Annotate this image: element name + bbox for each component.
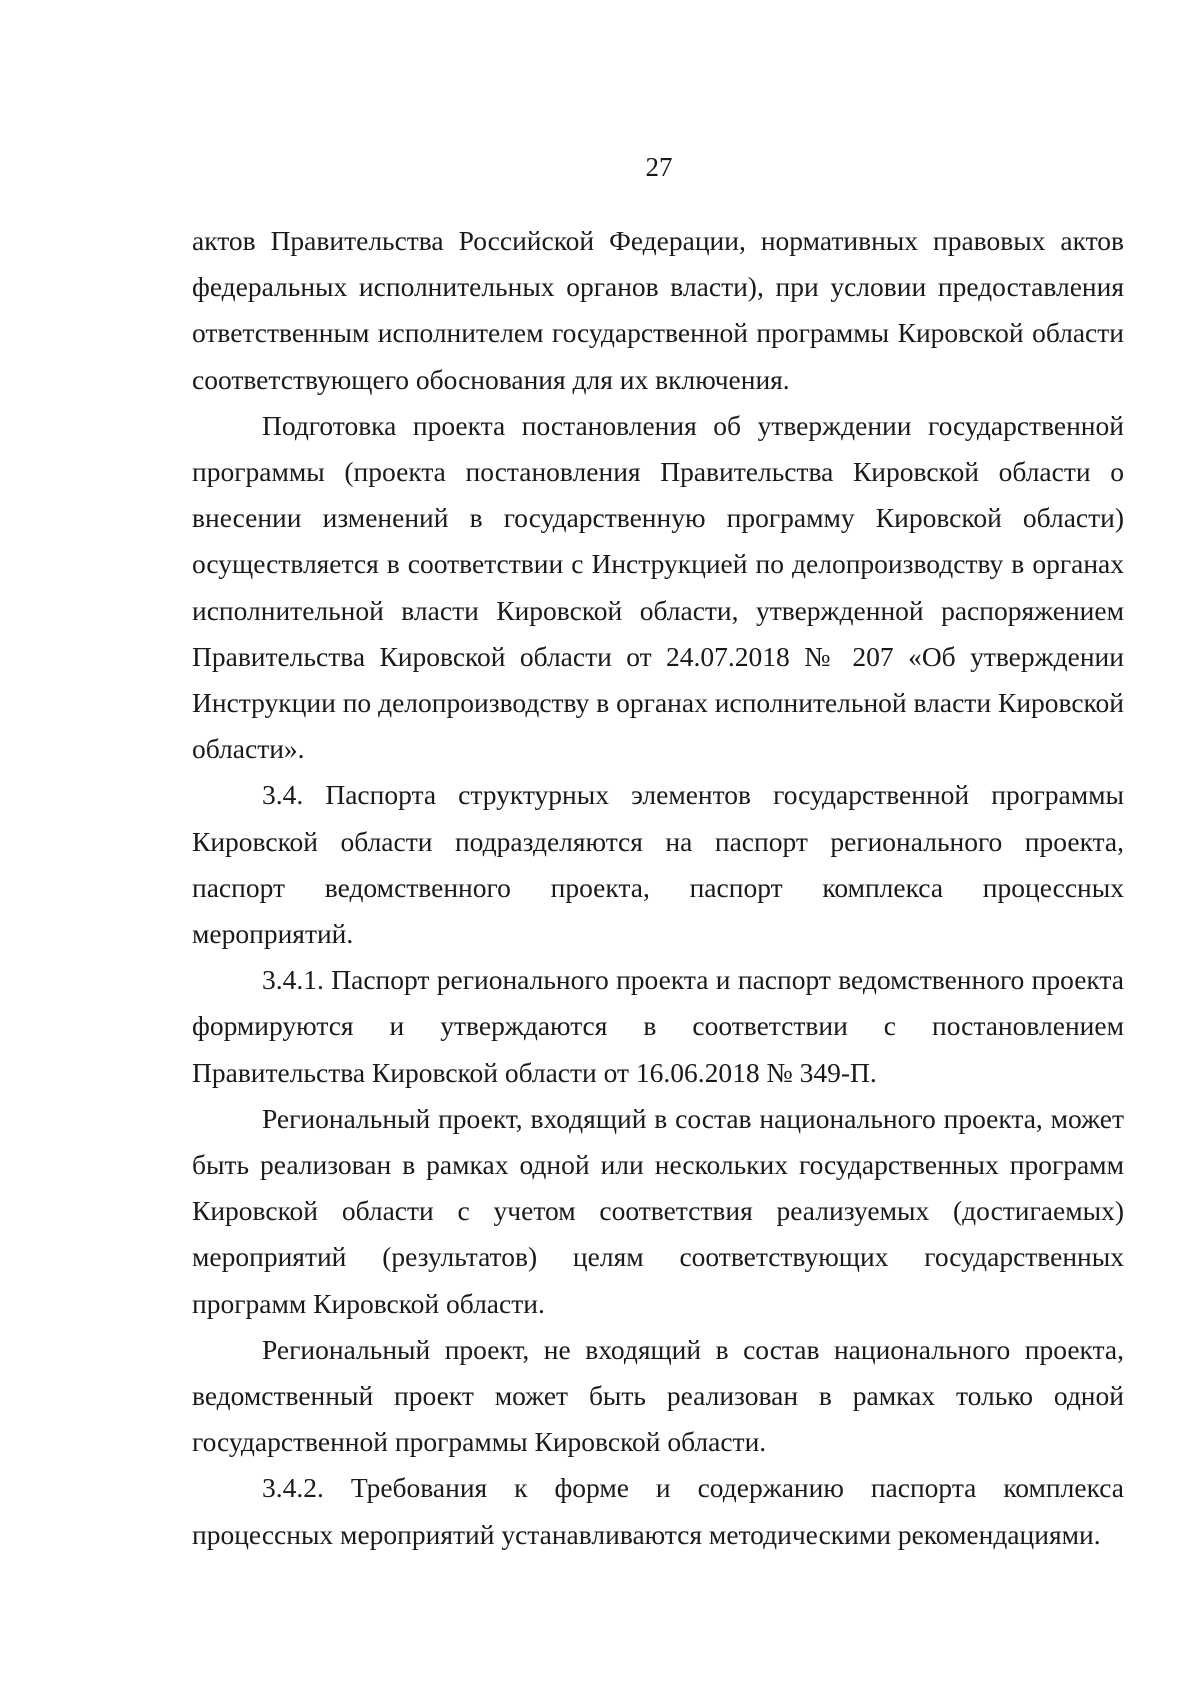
paragraph-1: актов Правительства Российской Федерации, нормативных правовых актов федеральных исполнительных органов власти), при условии предоставления ответственным исполнителем государственной программы Кировской области соответствующего обоснования для их включения. xyxy=(192,225,1124,395)
paragraph-6: Региональный проект, не входящий в состав национального проекта, ведомственный проект может быть реализован в рамках только одной государственной программы Кировской области. xyxy=(192,1333,1124,1458)
document-body xyxy=(192,218,1124,1558)
paragraph-5: Региональный проект, входящий в состав национального проекта, может быть реализован в рамках одной или нескольких государственных программ Кировской области с учетом соответствия реализуемых (достигаемых) мероприятий (результатов) целям соответствующих государственных программ Кировской области. xyxy=(192,1102,1124,1319)
paragraph-7: 3.4.2. Требования к форме и содержанию паспорта комплекса процессных мероприятий устанавливаются методическими рекомендациями. xyxy=(192,1472,1124,1550)
page-number: 27 xyxy=(645,152,673,182)
paragraph-4: 3.4.1. Паспорт регионального проекта и паспорт ведомственного проекта формируются и утверждаются в соответствии с постановлением Правительства Кировской области от 16.06.2018 № 349-П. xyxy=(192,964,1124,1088)
paragraph-3: 3.4. Паспорта структурных элементов государственной программы Кировской области подразделяются на паспорт регионального проекта, паспорт ведомственного проекта, паспорт комплекса процессных мероприятий. xyxy=(192,779,1124,950)
paragraph-2: Подготовка проекта постановления об утверждении государственной программы (проекта постановления Правительства Кировской области о внесении изменений в государственную программу Кировской области) осуществляется в соответствии с Инструкцией по делопроизводству в органах исполнительной власти Кировской области, утвержденной распоряжением Правительства Кировской области от 24.07.2018 № 207 «Об утверждении Инструкции по делопроизводству в органах исполнительной власти Кировской области». xyxy=(192,409,1124,765)
